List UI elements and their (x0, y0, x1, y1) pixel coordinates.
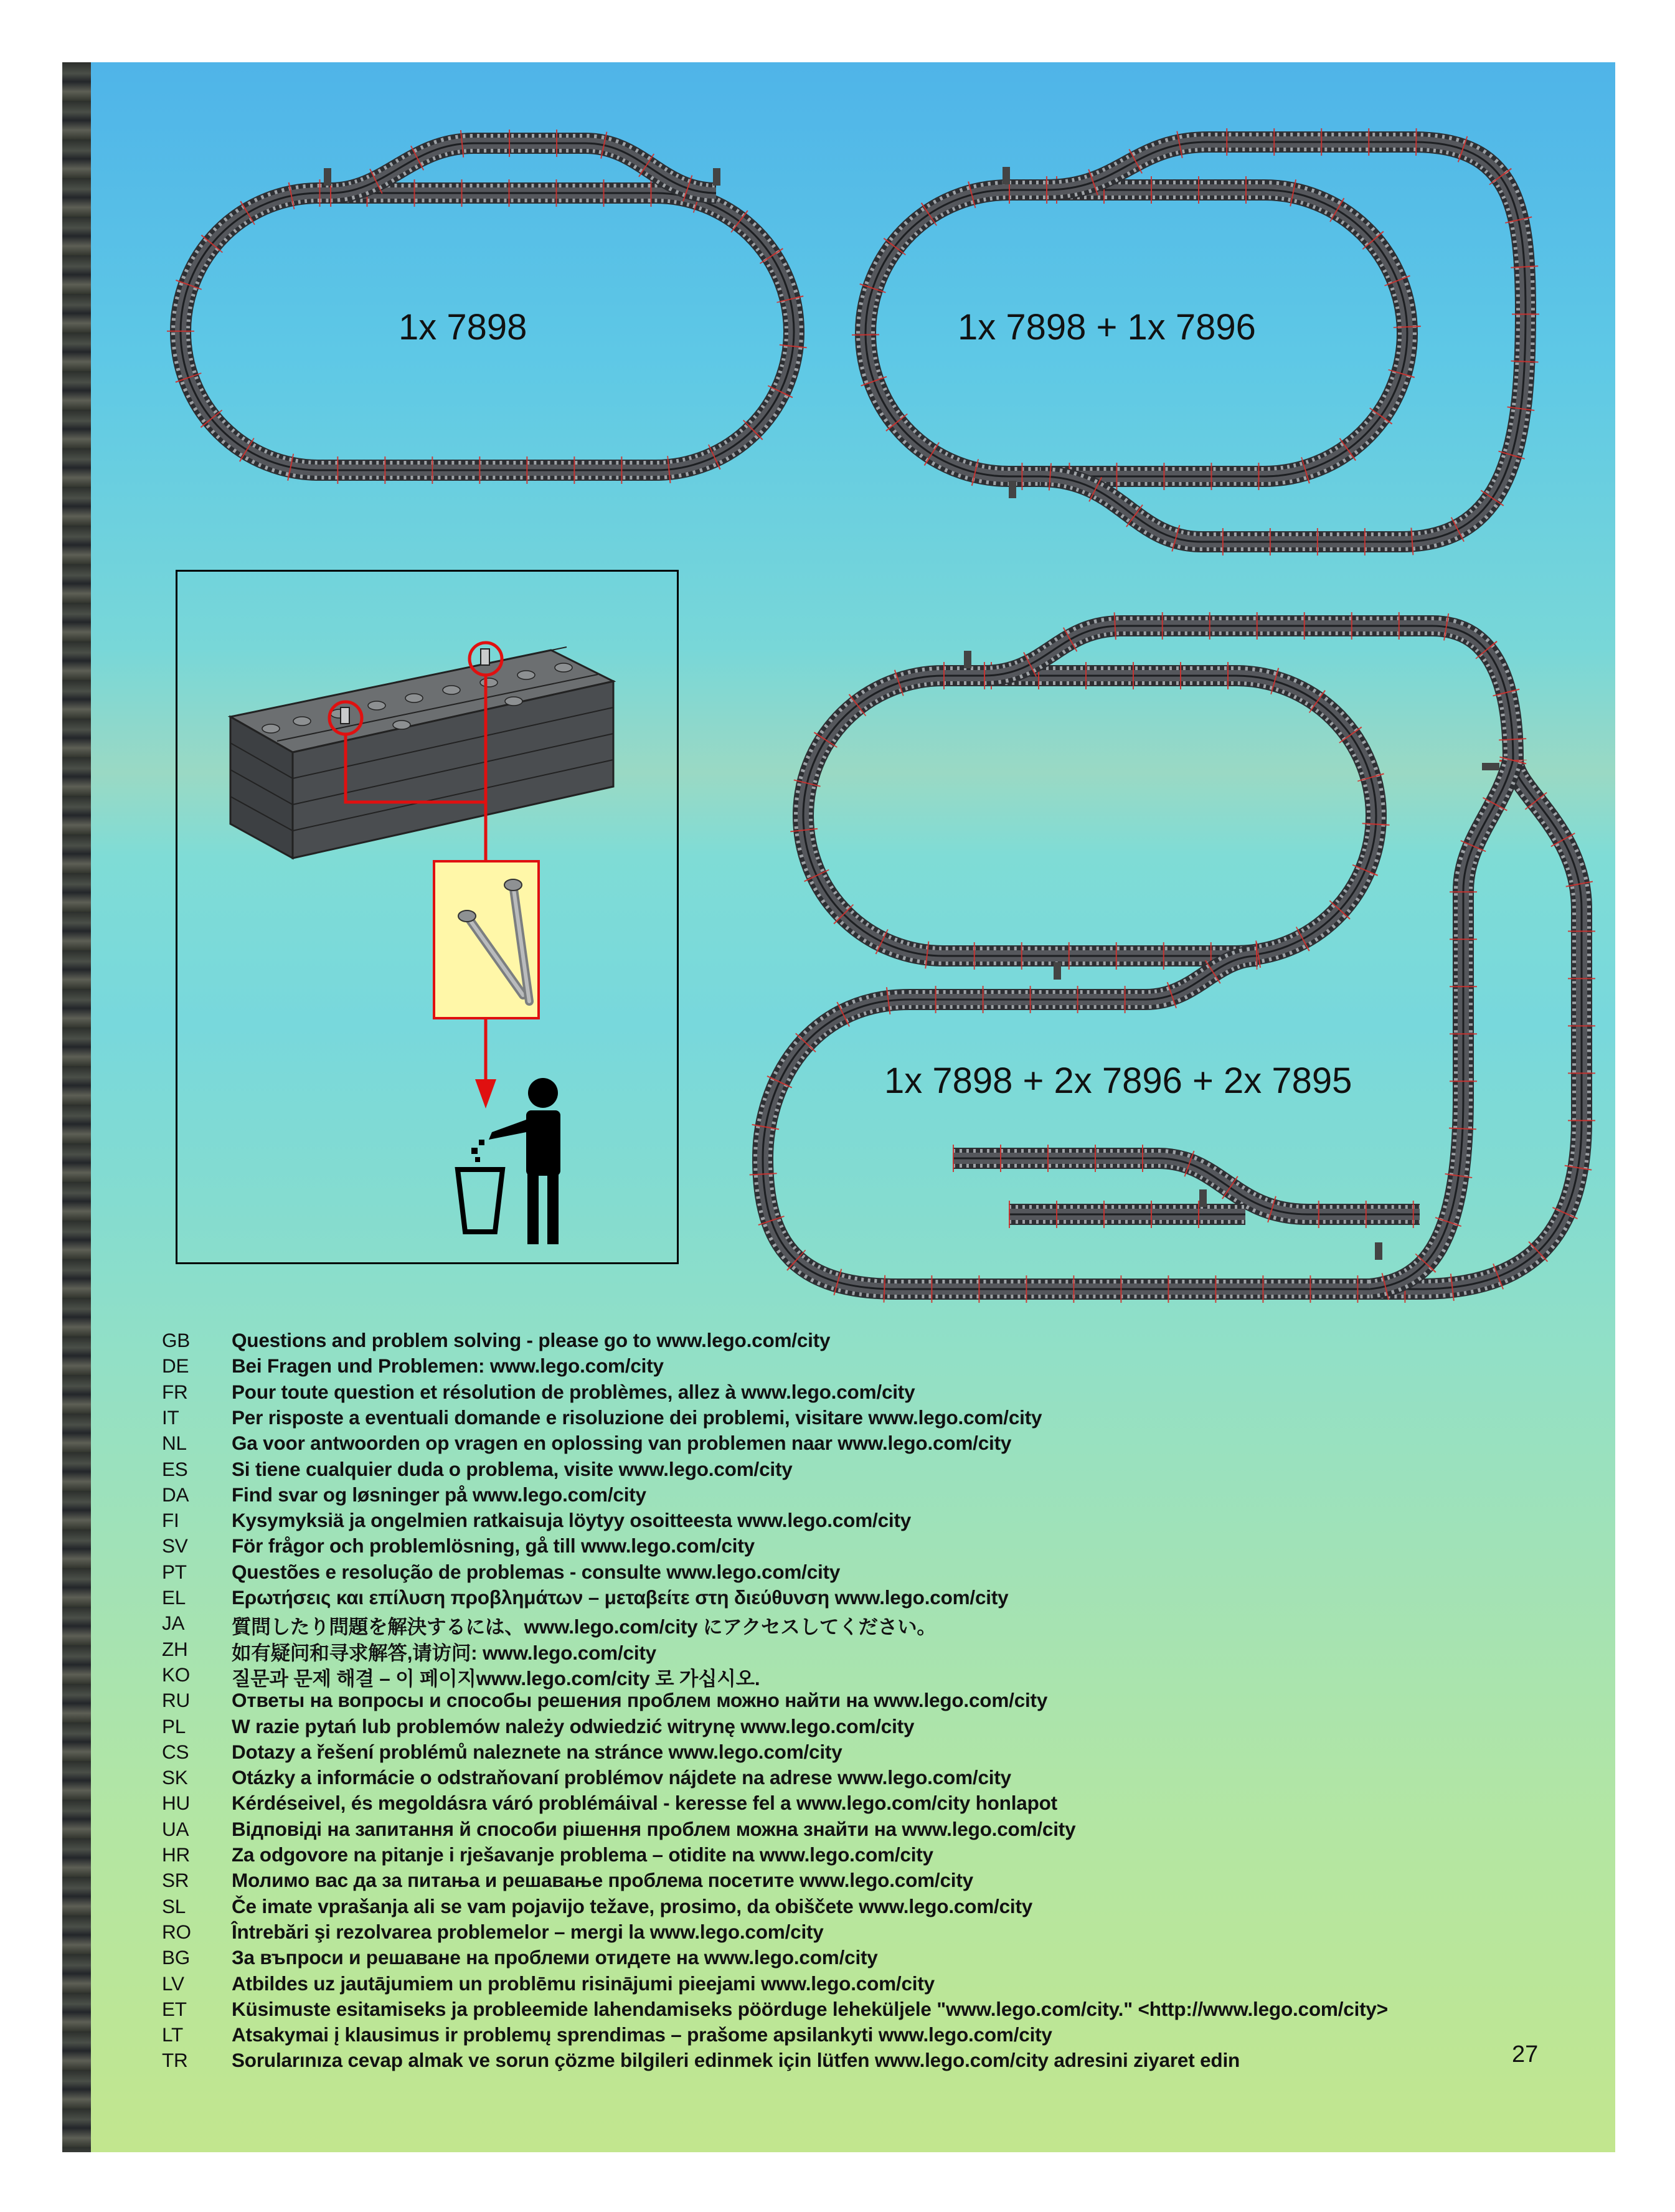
support-text: Küsimuste esitamiseks ja probleemide lahendamiseks pöörduge leheküljele "www.lego.com/city." <http://www.lego.com/city> (232, 1997, 1388, 2020)
language-code: LV (162, 1972, 184, 1995)
language-code: BG (162, 1946, 191, 1969)
language-code: IT (162, 1406, 179, 1429)
switch-lever-icon (964, 651, 971, 668)
support-text: Si tiene cualquier duda o problema, visite www.lego.com/city (232, 1457, 793, 1480)
support-text: Ερωτήσεις και επίλυση προβλημάτων – μεταβείτε στη διεύθυνση www.lego.com/city (232, 1586, 1009, 1609)
language-code: EL (162, 1586, 186, 1609)
language-code: LT (162, 2023, 184, 2046)
language-code: HU (162, 1792, 191, 1815)
layout-label-small: 1x 7898 (399, 307, 527, 347)
language-code: UA (162, 1817, 189, 1840)
language-code: RO (162, 1920, 191, 1943)
support-text: För frågor och problemlösning, gå till www.lego.com/city (232, 1534, 755, 1557)
support-text: Молимо вас да за питања и решавање проблема посетите www.lego.com/city (232, 1869, 973, 1892)
language-code: SV (162, 1534, 188, 1557)
language-code: SK (162, 1766, 188, 1789)
layout-label-medium: 1x 7898 + 1x 7896 (958, 307, 1256, 347)
switch-lever-icon (1003, 167, 1010, 184)
language-code: PL (162, 1714, 186, 1737)
support-text: Întrebări şi rezolvarea problemelor – mergi la www.lego.com/city (232, 1920, 824, 1943)
support-text: Atbildes uz jautājumiem un problēmu risinājumi pieejami www.lego.com/city (232, 1972, 935, 1995)
support-text: Questões e resolução de problemas - consulte www.lego.com/city (232, 1560, 841, 1583)
switch-lever-icon (1054, 962, 1061, 980)
track-stack-illustration (230, 643, 613, 858)
language-code: ZH (162, 1637, 188, 1660)
support-text: Pour toute question et résolution de problèmes, allez à www.lego.com/city (232, 1380, 915, 1403)
switch-lever-icon (1009, 481, 1016, 498)
language-code: SL (162, 1894, 186, 1917)
language-code: SR (162, 1869, 189, 1892)
track-layout-large-inner (803, 676, 1376, 956)
page-number: 27 (1512, 2041, 1539, 2068)
switch-lever-icon (713, 168, 720, 186)
support-text: Otázky a informácie o odstraňovaní problémov nájdete na adrese www.lego.com/city (232, 1766, 1011, 1789)
language-code: HR (162, 1843, 191, 1866)
language-code: GB (162, 1329, 191, 1351)
language-code: PT (162, 1560, 187, 1583)
support-text: Ответы на вопросы и способы решения проблем можно найти на www.lego.com/city (232, 1689, 1048, 1712)
language-code: KO (162, 1663, 191, 1686)
support-text: Atsakymai į klausimus ir problemų sprendimas – prašome apsilankyti www.lego.com/city (232, 2023, 1052, 2046)
support-text: Kysymyksiä ja ongelmien ratkaisuja löytyy osoitteesta www.lego.com/city (232, 1509, 912, 1532)
language-code: NL (162, 1432, 187, 1455)
switch-lever-icon (1199, 1189, 1207, 1207)
pin-removal-instruction (176, 570, 679, 1264)
support-text: Če imate vprašanja ali se vam pojavijo težave, prosimo, da obiščete www.lego.com/city (232, 1894, 1033, 1917)
support-text: За въпроси и решаване на проблеми отидете на www.lego.com/city (232, 1946, 878, 1969)
support-text: Dotazy a řešení problémů naleznete na stránce www.lego.com/city (232, 1740, 842, 1763)
support-text: Відповіді на запитання й способи рішення проблем можна знайти на www.lego.com/city (232, 1817, 1076, 1840)
language-code: ET (162, 1997, 187, 2020)
support-text: 질문과 문제 해결 – 이 페이지www.lego.com/city 로 가십시오. (232, 1666, 760, 1690)
support-text: Per risposte a eventuali domande e risoluzione dei problemi, visitare www.lego.com/city (232, 1406, 1042, 1429)
language-code: FI (162, 1509, 179, 1532)
support-text: Find svar og løsninger på www.lego.com/city (232, 1483, 646, 1506)
language-code: CS (162, 1740, 189, 1763)
support-text: Sorularınıza cevap almak ve sorun çözme bilgileri edinmek için lütfen www.lego.com/city adresini ziyaret edin (232, 2049, 1240, 2072)
language-code: TR (162, 2049, 188, 2072)
language-code: DE (162, 1354, 189, 1378)
switch-lever-icon (1482, 763, 1499, 770)
language-code: FR (162, 1380, 188, 1403)
instruction-page (62, 62, 1615, 2152)
support-text: W razie pytań lub problemów należy odwiedzić witrynę www.lego.com/city (232, 1714, 915, 1737)
support-text: 如有疑问和寻求解答,请访问: www.lego.com/city (232, 1641, 656, 1664)
support-text: Ga voor antwoorden op vragen en oplossing van problemen naar www.lego.com/city (232, 1432, 1012, 1455)
person-trash-can-icon (458, 1078, 560, 1244)
language-code: ES (162, 1457, 188, 1480)
language-code: JA (162, 1612, 185, 1635)
language-code: DA (162, 1483, 189, 1506)
support-text: Questions and problem solving - please go to www.lego.com/city (232, 1329, 831, 1351)
support-text: Kérdéseivel, és megoldásra váró problémáival - keresse fel a www.lego.com/city honlapot (232, 1792, 1057, 1815)
layout-label-large: 1x 7898 + 2x 7896 + 2x 7895 (884, 1061, 1352, 1101)
support-text: 質問したり問題を解決するには、www.lego.com/city にアクセスしてください。 (232, 1615, 937, 1638)
switch-lever-icon (1375, 1242, 1382, 1260)
language-code: RU (162, 1689, 191, 1712)
down-arrow-icon (475, 1079, 496, 1108)
support-text: Za odgovore na pitanje i rješavanje problema – otidite na www.lego.com/city (232, 1843, 933, 1866)
switch-lever-icon (324, 168, 331, 186)
support-text: Bei Fragen und Problemen: www.lego.com/city (232, 1354, 664, 1378)
track-large-upper-outer (984, 626, 1513, 760)
